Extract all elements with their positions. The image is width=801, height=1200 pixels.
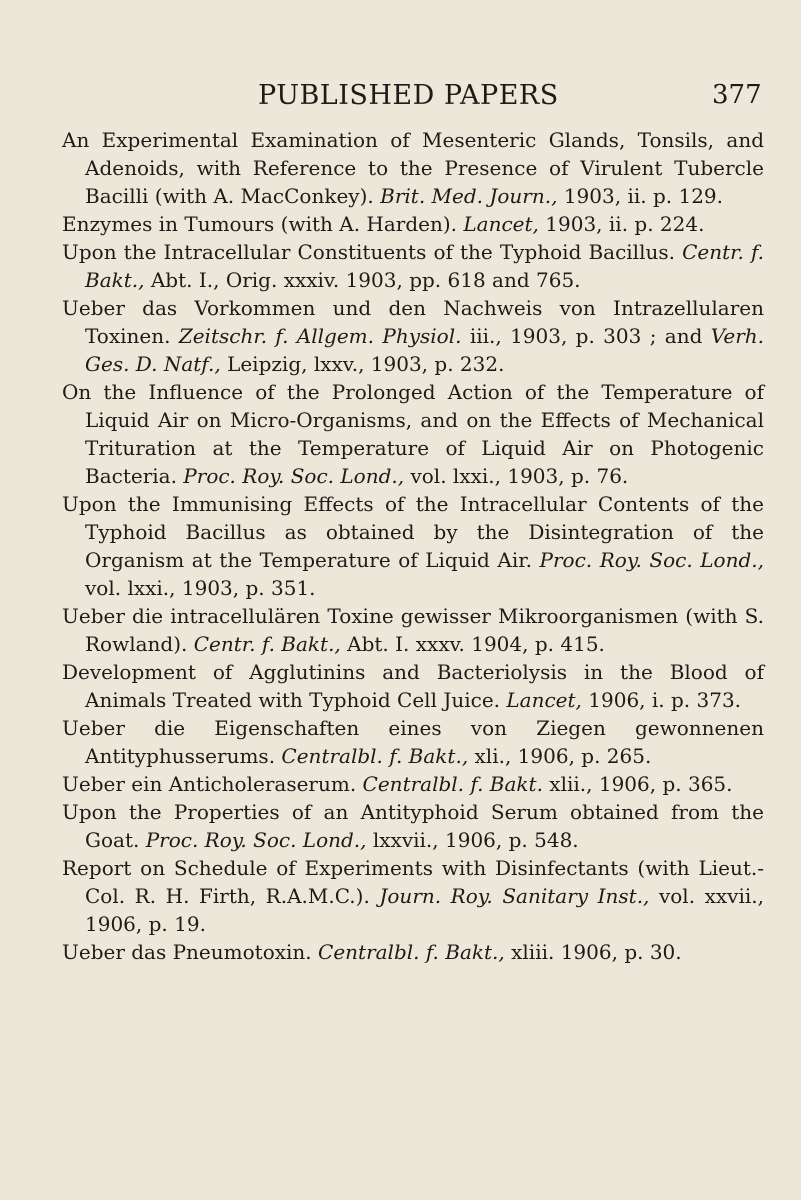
publication-entry (62, 770, 764, 798)
entry-journal: Lancet, (463, 212, 539, 236)
entry-details: xliii. 1906, p. 30. (511, 940, 682, 964)
entry-details: vol. lxxi., 1903, p. 76. (410, 464, 629, 488)
publication-entry (62, 714, 764, 770)
entry-title: Ueber ein Anticholeraserum. (62, 772, 357, 796)
entry-title: Ueber die intracellulären Toxine gewisser Mikroorganismen (with S. Rowland). (62, 604, 764, 656)
entry-journal: Proc. Roy. Soc. Lond., (145, 828, 367, 852)
entry-title: Upon the Immunising Effects of the Intracellular Contents of the Typhoid Bacillus as obtained by the Disintegration of the Organism at the Temperature of Liquid Air. (62, 492, 764, 572)
entry-title: Ueber die Eigenschaften eines von Ziegen gewonnenen Antityphusserums. (62, 716, 764, 768)
entry-journal: Centralbl. f. Bakt. (362, 772, 543, 796)
entry-journal: Lancet, (506, 688, 582, 712)
entry-title: An Experimental Examination of Mesenteric Glands, Tonsils, and Adenoids, with Reference to the Presence of Virulent Tubercle Bacilli (with A. MacConkey). (62, 128, 764, 208)
entry-details: vol. xxvii., 1906, p. 19. (85, 884, 764, 936)
publication-entry (62, 210, 764, 238)
running-title: PUBLISHED PAPERS (258, 80, 559, 111)
entry-title: Ueber das Pneumotoxin. (62, 940, 312, 964)
publication-entry (62, 378, 764, 490)
entry-title: Upon the Properties of an Antityphoid Serum obtained from the Goat. (62, 800, 764, 852)
publication-list (62, 126, 764, 966)
entry-details: 1903, ii. p. 224. (545, 212, 705, 236)
publication-entry (62, 938, 764, 966)
entry-details-secondary: Leipzig, lxxv., 1903, p. 232. (227, 352, 505, 376)
entry-details: 1903, ii. p. 129. (563, 184, 723, 208)
publication-entry (62, 238, 764, 294)
entry-journal: Brit. Med. Journ., (380, 184, 558, 208)
entry-title: Enzymes in Tumours (with A. Harden). (62, 212, 458, 236)
entry-journal-secondary: Verh. Ges. D. Natf., (85, 324, 765, 376)
publication-entry (62, 798, 764, 854)
publication-entry (62, 126, 764, 210)
entry-journal: Centralbl. f. Bakt., (318, 940, 505, 964)
page-header (0, 80, 801, 120)
entry-title: Report on Schedule of Experiments with Disinfectants (with Lieut.-Col. R. H. Firth, R.A.M.C.). (62, 856, 764, 908)
entry-journal: Zeitschr. f. Allgem. Physiol. (178, 324, 462, 348)
entry-details: xli., 1906, p. 265. (474, 744, 652, 768)
entry-title: Upon the Intracellular Constituents of the Typhoid Bacillus. (62, 240, 675, 264)
publication-entry (62, 490, 764, 602)
entry-details: vol. lxxi., 1903, p. 351. (85, 576, 316, 600)
entry-journal: Proc. Roy. Soc. Lond., (539, 548, 764, 572)
entry-details: 1906, i. p. 373. (588, 688, 742, 712)
entry-details: lxxvii., 1906, p. 548. (372, 828, 579, 852)
entry-journal: Centr. f. Bakt., (193, 632, 341, 656)
entry-title: On the Influence of the Prolonged Action of the Temperature of Liquid Air on Micro-Organisms, and on the Effects of Mechanical Trituration at the Temperature of Liquid Air on Photogenic Bacteria. (62, 380, 764, 488)
entry-title: Ueber das Vorkommen und den Nachweis von Intrazellularen Toxinen. (62, 296, 764, 348)
publication-entry (62, 602, 764, 658)
publication-entry (62, 294, 764, 378)
entry-details: iii., 1903, p. 303 ; and (469, 324, 703, 348)
page-number: 377 (712, 80, 762, 110)
entry-journal: Journ. Roy. Sanitary Inst., (379, 884, 650, 908)
entry-title: Development of Agglutinins and Bacteriolysis in the Blood of Animals Treated with Typhoid Cell Juice. (62, 660, 764, 712)
entry-journal: Proc. Roy. Soc. Lond., (183, 464, 405, 488)
entry-journal: Centr. f. Bakt., (85, 240, 764, 292)
entry-details: Abt. I. xxxv. 1904, p. 415. (347, 632, 605, 656)
entry-details: Abt. I., Orig. xxxiv. 1903, pp. 618 and 765. (150, 268, 581, 292)
publication-entry (62, 854, 764, 938)
publication-entry (62, 658, 764, 714)
entry-details: xlii., 1906, p. 365. (549, 772, 733, 796)
entry-journal: Centralbl. f. Bakt., (281, 744, 469, 768)
